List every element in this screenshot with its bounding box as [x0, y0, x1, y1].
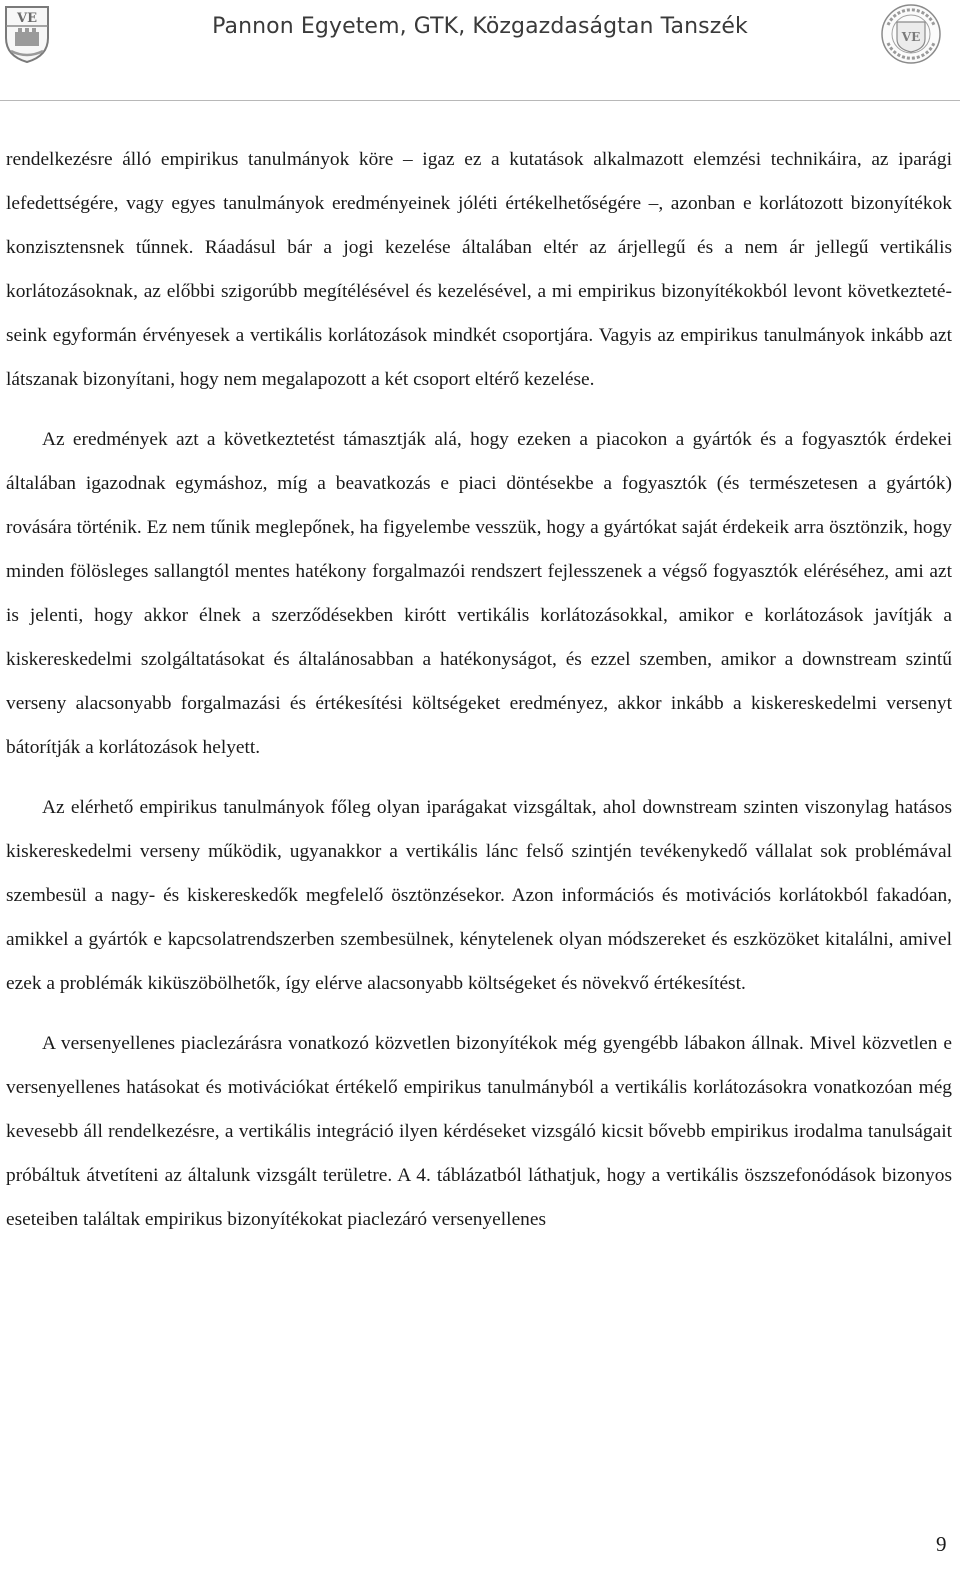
- paragraph-4: A versenyellenes piaclezárásra vonatkozó közvetlen bizonyítékok még gyengébb lábakon állnak. Mivel közvetlen e versenyellenes hatásokat és motivációkat értékelő empirikus tanulmányból a vertikális korlátozásokra vonatkozóan még kevesebb áll rendelkezésre, a vertikális integráció ilyen kérdéseket vizsgáló kicsit bővebb empirikus irodalma tanulságait próbáltuk átvetíteni az általunk vizsgált területre. A 4. táblázatból láthatjuk, hogy a vertikális öszszefonódások bizonyos eseteiben találtak empirikus bizonyítékokat piaclezáró versenyellenes: [6, 1033, 952, 1230]
- paragraph-1: rendelkezésre álló empirikus tanulmányok köre – igaz ez a kutatások alkalmazott elemzési technikáira, az iparági lefedettségére, vagy egyes tanulmányok eredményeinek jóléti értékelhetőségére –, azonban e korlátozott bizonyítékok konzisztensnek tűnnek. Ráadásul bár a jogi kezelése általában eltér az árjellegű és a nem ár jellegű vertikális korlátozásoknak, az előbbi szigorúbb megítélésével és kezelésével, a mi empirikus bizonyítékokból levont következtetéseink egyformán érvényesek a vertikális korlátozások mindkét csoportjára. Vagyis az empirikus tanulmányok inkább azt látszanak bizonyítani, hogy nem megalapozott a két csoport eltérő kezelése.: [6, 149, 952, 390]
- header-title: Pannon Egyetem, GTK, Közgazdaságtan Tanszék: [212, 14, 748, 39]
- faculty-seal-icon: [878, 3, 944, 65]
- header-divider: [0, 100, 960, 101]
- paragraph-2: Az eredmények azt a következtetést támasztják alá, hogy ezeken a piacokon a gyártók és a fogyasztók érdekei általában igazodnak egymáshoz, míg a beavatkozás e piaci döntésekbe a fogyasztók (és természetesen a gyártók) rovására történik. Ez nem tűnik meglepőnek, ha figyelembe vesszük, hogy a gyártókat saját érdekeik arra ösztönzik, hogy minden fölösleges sallangtól mentes hatékony forgalmazói rendszert fejlesszenek a végső fogyasztók eléréséhez, ami azt is jelenti, hogy akkor élnek a szerződésekben kirótt vertikális korlátozásokkal, amikor e korlátozások javítják a kiskereskedelmi szolgáltatásokat és általánosabban a hatékonyságot, és ezzel szemben, amikor a downstream szintű verseny alacsonyabb forgalmazási és értékesítési költségeket eredményez, akkor inkább a kiskereskedelmi versenyt bátorítják a korlátozások helyett.: [6, 429, 952, 758]
- svg-text:VE: VE: [17, 11, 37, 26]
- paragraph-3: Az elérhető empirikus tanulmányok főleg olyan iparágakat vizsgáltak, ahol downstream szinten viszonylag hatásos kiskereskedelmi verseny működik, ugyanakkor a vertikális lánc felső szintjén tevékenykedő vállalat sok problémával szembesül a nagy- és kiskereskedők megfelelő ösztönzésekor. Azon információs és motivációs korlátokból fakadóan, amikkel a gyártók e kapcsolatrendszerben szembesülnek, kénytelenek olyan módszereket és eszközöket kitalálni, amivel ezek a problémák kiküszöbölhetők, így elérve alacsonyabb költségeket és növekvő értékesítést.: [6, 797, 952, 994]
- document-body: [6, 138, 952, 1242]
- svg-text:VE: VE: [901, 30, 921, 44]
- page-number: 9: [936, 1532, 947, 1556]
- page-header: [0, 0, 960, 66]
